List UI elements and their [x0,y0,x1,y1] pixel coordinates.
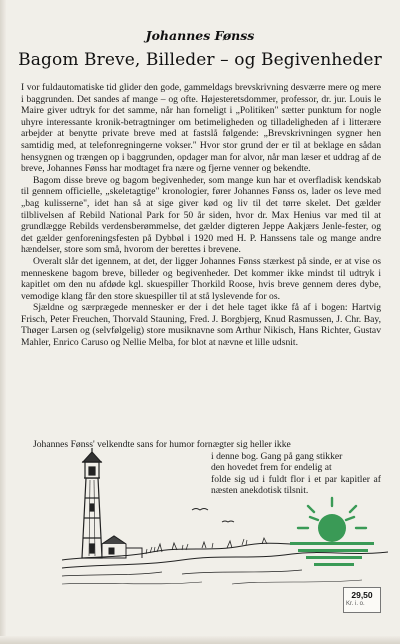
price-note: Kr. i. o. [346,601,365,607]
blurb-paragraph: Sjældne og særprægede mennesker er der i det hele taget ikke få af i bogen: Hartvig Frisch, Peter Freuchen, Thorvald Stauning, Fred. J. Borgbjerg, Knud Rasmussen, J. Chr. Bay, Thøger Larsen og (selvfølgelig) store musiknavne som Arthur Nikisch, Hans Richter, Gustav Mahler, Enrico Caruso og Nellie Melba, for blot at nævne et lille udsnit. [21,302,381,349]
page-edge-left [0,0,6,644]
blurb-paragraph: Overalt slår det igennem, at det, der ligger Johannes Fønss stærkest på sinde, er at vise os menneskene bagom breve, billeder og begivenheder. Det kommer ikke mindst til udtryk i kapitlet om den nu afdøde kgl. skuespiller Thorkild Roose, hvis breve gennem deres dybe, vemodige klang får den store skuespiller til at stå lyslevende for os. [21,255,381,302]
price-sticker [343,587,381,613]
book-title: Bagom Breve, Billeder – og Begivenheder [18,50,382,70]
blurb-text [21,82,381,349]
closing-line: folde sig ud i fuldt flor i et par kapitler af næsten anekdotisk tilsnit. [211,473,381,497]
page-edge-bottom [0,636,400,644]
sun-icon [290,498,374,566]
closing-line: Johannes Fønss' velkendte sans for humor fornægter sig heller ikke [33,439,291,450]
closing-line: i denne bog. Gang på gang stikker [211,450,343,462]
birds-icon [192,509,234,523]
blurb-paragraph: Bagom disse breve og bagom begivenheder, som mange kun har et overfladisk kendskab til gennem officielle, „skeletagtige" kronologier, fører Johannes Fønss os, lader os leve med „bag kulisserne", idet han så at sige giver kød og liv til det tørre skelet. Det gælder tilblivelsen af Rebild National Park for 50 år siden, hvor dr. Max Henius var med til at grundlægge Rebilds verdensberømmelse, det gælder digteren Jeppe Aakjærs Jenle-fester, og det gælder genforeningsfesten på Dybbøl i 1920 med H. P. Hanssens tale og mange andre hændelser, store som små, hvorom der berettes i brevene. [21,174,381,256]
lighthouse-icon [82,448,102,558]
blurb-paragraph: I vor fuldautomatiske tid glider den gode, gammeldags brevskrivning desværre mere og mere i baggrunden. Det sandes af mange – og ofte. Højesteretsdommer, professor, dr. jur. Louis le Maire giver udtryk for det samme, når han forneligt i „Politiken" sætter punktum for nogle uhyre interessante kronik-betragtninger om betimeligheden og tilladeligheden af i litterære arbejder at benytte private breve med at fastslå følgende: „Brevskrivningen sygner hen samtidig med, at telefonregningerne vokser." Hvor stor grund der er til at beklage en sådan hensygnen og trængen op i baggrunden, opdager man for alvor, når man læser et uddrag af de breve, Johannes Fønss har modtaget fra nære og fjerne venner og bekendte. [21,82,381,175]
price-value: 29,50 [351,590,373,600]
author-name: Johannes Fønss [145,28,255,43]
lighthouse-illustration [62,440,388,600]
closing-line: den hovedet frem for endelig at [211,462,332,474]
